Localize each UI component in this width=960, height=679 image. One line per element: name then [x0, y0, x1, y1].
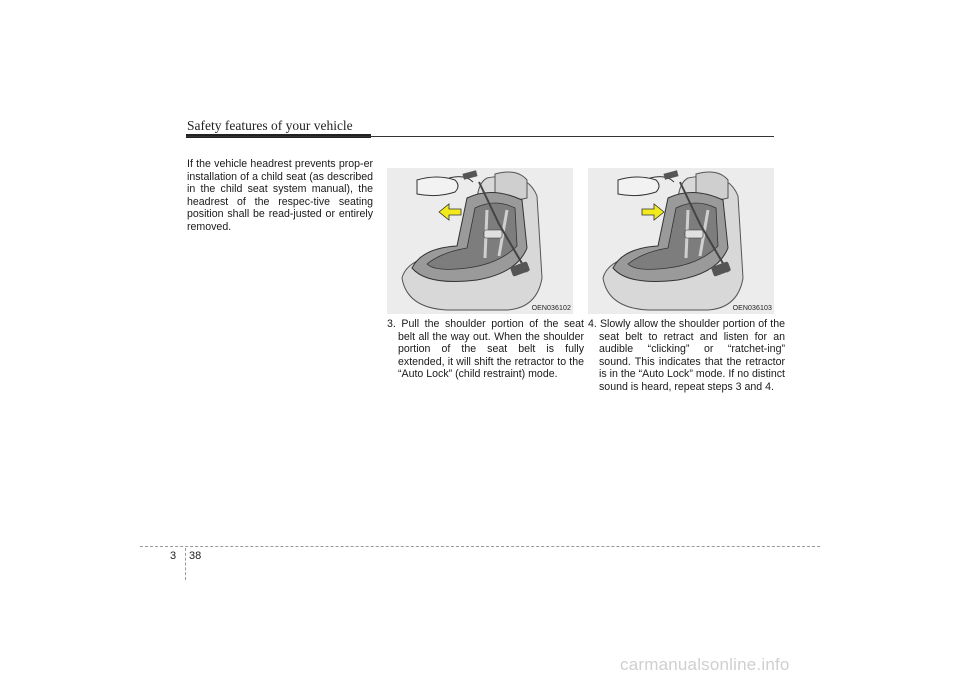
footer-divider [185, 548, 186, 580]
figure-retract-belt [588, 168, 774, 314]
child-seat-illustration [588, 168, 774, 314]
watermark: carmanualsonline.info [620, 655, 790, 674]
figure-pull-belt [387, 168, 573, 314]
header-rule [186, 136, 774, 137]
figure-code: OEN036103 [732, 305, 772, 312]
page-number: 38 [189, 550, 202, 562]
section-title: Safety features of your vehicle [187, 118, 353, 133]
step-4-text: 4. Slowly allow the shoulder portion of the seat belt to retract and listen for an audible “clicking” or “ratchet-ing” sound. This indicates that the retractor is in the “Auto Lock” mode. If no distinct sound is heard, repeat steps 3 and 4. [588, 318, 785, 393]
footer-rule [140, 546, 820, 547]
chapter-number: 3 [170, 550, 177, 562]
step-3-text: 3. Pull the shoulder portion of the seat belt all the way out. When the shoulder portion of the seat belt is fully extended, it will shift the retractor to the “Auto Lock” (child restraint) mode. [387, 318, 584, 381]
child-seat-illustration [387, 168, 573, 314]
intro-paragraph: If the vehicle headrest prevents prop-er installation of a child seat (as described in the child seat system manual), the headrest of the respec-tive seating position shall be read-justed or entirely removed. [187, 158, 373, 233]
figure-code: OEN036102 [531, 305, 571, 312]
